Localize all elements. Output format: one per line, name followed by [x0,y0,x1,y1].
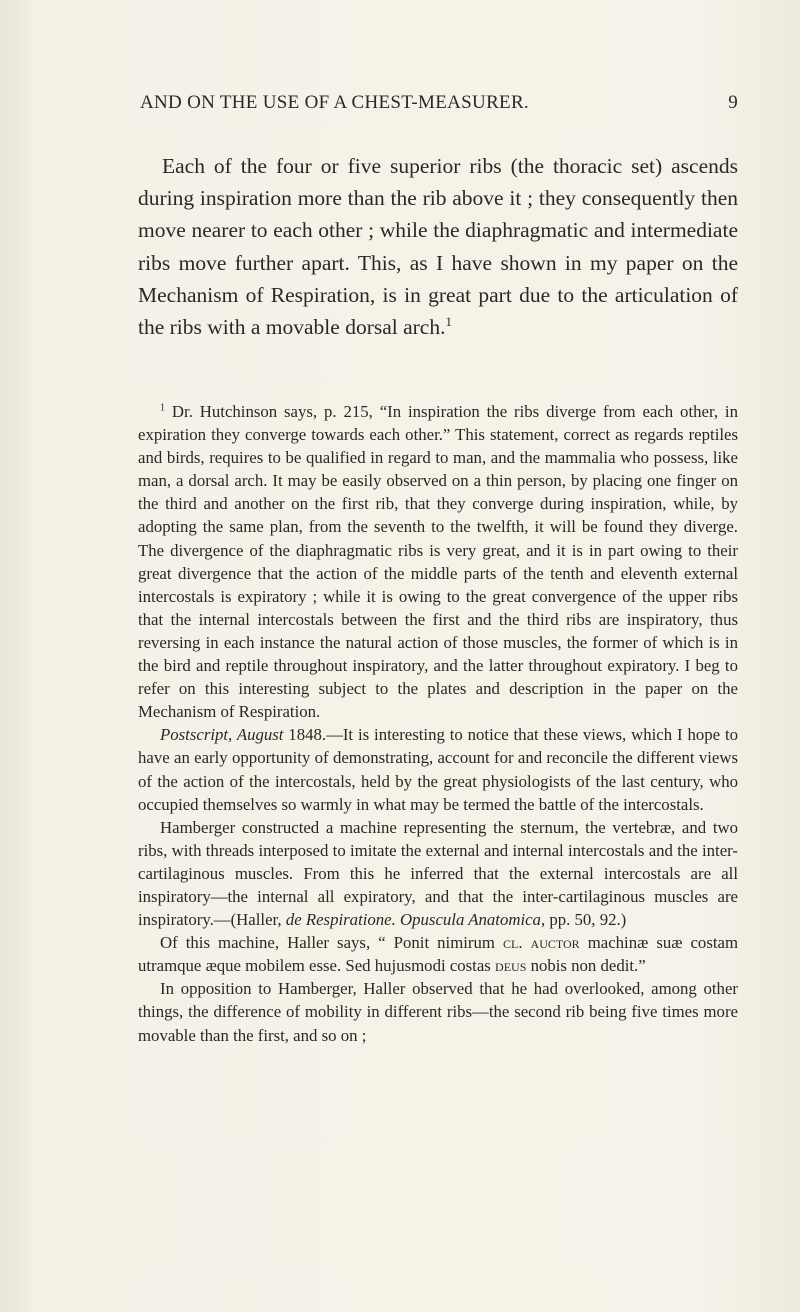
footnote [138,400,738,1047]
postscript-heading: Postscript, August [160,725,284,745]
footnote-paragraph-1 [138,400,738,723]
haller-quote-c: nobis non dedit.” [526,956,646,976]
footnote-paragraph-2 [138,723,738,815]
footnote-p2-text: 1848.—It is interesting to notice that these views, which I hope to have an early opportunity of demonstrating, account for and reconcile the different views of the action of the intercostals, held by the great physiologists of the last century, who occupied themselves so warmly in what may be termed the battle of the intercostals. [138,725,738,814]
citation-title-2: Opuscula Anatomica, [400,910,546,930]
main-text [138,150,738,343]
footnote-paragraph-4 [138,931,738,977]
footnote-p1-text: Dr. Hutchinson says, p. 215, “In inspiration the ribs diverge from each other, in expiration they converge towards each other.” This statement, correct as regards reptiles and birds, requires to be qualified in regard to man, and the mammalia who possess, like man, a dorsal arch. It may be easily observed on a thin person, by placing one finger on the third and another on the first rib, that they converge during inspiration, while, by adopting the same plan, from the seventh to the twelfth, it will be found they diverge. The divergence of the diaphragmatic ribs is very great, and it is in part owing to their great divergence that the action of the middle parts of the tenth and eleventh external intercostals is expiratory ; while it is owing to the great convergence of the upper ribs that the internal intercostals between the first and the third ribs are inspiratory, thus reversing in each instance the natural action of those muscles, the former of which is in the bird and reptile throughout inspiratory, and the latter throughout expiratory. I beg to refer on this interesting subject to the plates and description in the paper on the Mechanism of Respiration. [138,402,738,722]
page-number: 9 [728,92,738,113]
running-title: AND ON THE USE OF A CHEST-MEASURER. [140,92,529,113]
footnote-paragraph-3 [138,816,738,931]
footnote-paragraph-5 [138,977,738,1046]
body-paragraph-text: Each of the four or five superior ribs (the thoracic set) ascends during inspiration more than the rib above it ; they consequently then move nearer to each other ; while the diaphragmatic and intermediate ribs move further apart. This, as I have shown in my paper on the Mechanism of Respiration, is in great part due to the articulation of the ribs with a movable dorsal arch. [138,154,738,340]
footnote-p3-text: Hamberger constructed a machine representing the sternum, the vertebræ, and two ribs, with threads interposed to imitate the external and internal intercostals and the inter-cartilaginous muscles. From this he inferred that the external intercostals are all inspiratory—the internal all expiratory, and that the inter-cartilaginous muscles are inspiratory.—(Haller, [138,817,738,930]
running-header [140,92,738,114]
haller-quote-cl-auctor: cl. auctor [502,933,580,953]
haller-quote-b: machinæ suæ costam utramque æque mobilem esse. Sed hujusmodi costas [138,933,739,976]
haller-quote-deus: deus [495,956,527,976]
haller-quote-a: Of this machine, Haller says, “ Ponit nimirum [160,933,503,953]
footnote-marker: 1 [160,402,166,414]
footnote-reference: 1 [445,314,452,329]
footnote-p5-text: In opposition to Hamberger, Haller observed that he had overlooked, among other things, the difference of mobility in different ribs—the second rib being five times more movable than the first, and so on ; [138,979,738,1045]
citation-pages: pp. 50, 92.) [545,910,627,930]
body-paragraph [138,150,738,343]
citation-title-1: de Respiratione. [285,910,396,930]
